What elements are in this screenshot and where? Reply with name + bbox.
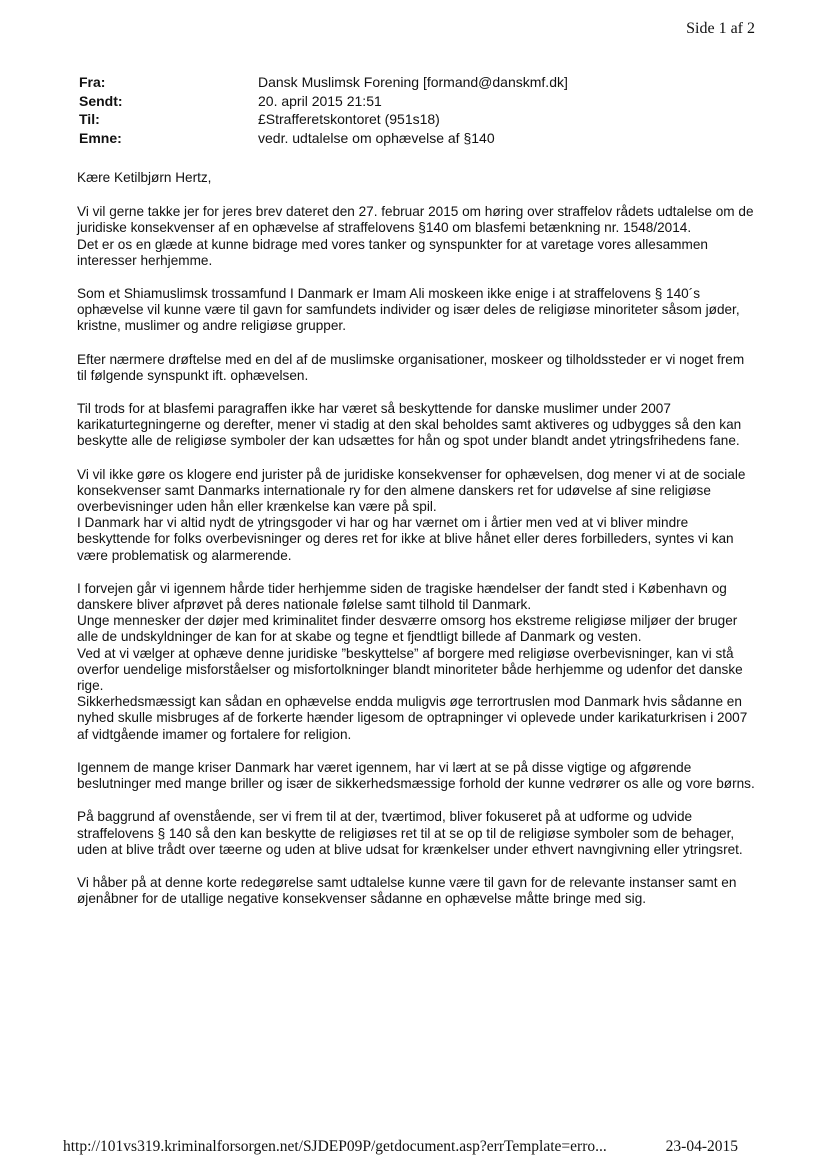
paragraph-intro: Vi vil gerne takke jer for jeres brev dateret den 27. februar 2015 om høring over straffelov rådets udtalelse om de juridiske konsekvenser af en ophævelse af straffelovens §140 om blasfemi betænkning nr. 1548/2014. Det er os en glæde at kunne bidrage med vores tanker og synspunkter for at varetage vores allesammen interesser herhjemme. [77, 204, 754, 268]
email-from-row [79, 73, 568, 92]
page-number: Side 1 af 2 [686, 20, 755, 37]
paragraph-position: Som et Shiamuslimsk trossamfund I Danmark er Imam Ali moskeen ikke enige i at straffelovens § 140´s ophævelse vil kunne være til gavn for samfundets individer og især deles de religiøse minoriteter såsom jøder, kristne, muslimer og andre religiøse grupper. [77, 286, 740, 334]
letter-body [77, 170, 757, 924]
paragraph-crises: Igennem de mange kriser Danmark har været igennem, har vi lært at se på disse vigtige og afgørende beslutninger med mange briller og især de sikkerhedsmæssige forhold der kunne vedrører os alle og vore børns. [77, 759, 755, 792]
footer-url: http://101vs319.kriminalforsorgen.net/SJDEP09P/getdocument.asp?errTemplate=erro... [63, 1138, 607, 1155]
from-label: Fra: [79, 74, 106, 90]
paragraph-consultation: Efter nærmere drøftelse med en del af de muslimske organisationer, moskeer og tilholdssteder er vi noget frem til følgende synspunkt ift. ophævelsen. [77, 351, 745, 383]
subject-value: vedr. udtalelse om ophævelse af §140 [258, 129, 495, 146]
email-sent-row [79, 92, 568, 111]
paragraph-consequences: Vi vil ikke gøre os klogere end jurister på de juridiske konsekvenser for ophævelsen, dog mener vi at de sociale konsekvenser samt Danmarks internationale ry for den almene danskers ret for udøvelse af sine religiøse overbevisninger uden hån eller krænkelse kan være på spil. I Danmark har vi altid nydt de ytringsgoder vi har og har værnet om i årtier men ved at vi bliver mindre beskyttende for folks overbevisninger og deres ret for ikke at blive hånet eller deres forbilleders, syntes vi kan være problematisk og alarmerende. [77, 466, 746, 563]
email-to-row [79, 110, 568, 129]
email-subject-row [79, 129, 568, 148]
subject-label: Emne: [79, 129, 122, 146]
to-value: £Strafferetskontoret (951s18) [258, 111, 440, 127]
from-value: Dansk Muslimsk Forening [formand@danskmf.dk] [258, 74, 568, 90]
sent-value: 20. april 2015 21:51 [258, 92, 382, 109]
salutation: Kære Ketilbjørn Hertz, [77, 170, 212, 185]
paragraph-security: I forvejen går vi igennem hårde tider herhjemme siden de tragiske hændelser der fandt sted i København og danskere bliver afprøvet på deres nationale følelse samt tilhold til Danmark. Unge mennesker der døjer med kriminalitet finder desværre omsorg hos ekstreme religiøse miljøer der bruger alle de undskyldninger de kan for at skabe og tegne et fjendtligt billede af Danmark og vesten. Ved at vi vælger at ophæve denne juridiske ”beskyttelse” af borgere med religiøse overbevisninger, kan vi stå overfor uendelige misforståelser og misfortolkninger blandt minoriteter både herhjemme og udenfor det danske rige. Sikkerhedsmæssigt kan sådan en ophævelse endda muligvis øge terrortruslen mod Danmark hvis sådanne en nyhed skulle misbruges af de forkerte hænder ligesom de optrapninger vi oplevede under karikaturkrisen i 2007 af vidtgående imamer og fortalere for religion. [77, 580, 748, 742]
footer-date: 23-04-2015 [665, 1138, 738, 1155]
paragraph-recommendation: På baggrund af ovenstående, ser vi frem til at der, tværtimod, bliver fokuseret på at udforme og udvide straffelovens § 140 så den kan beskytte de religiøses ret til at se op til de religiøse symboler som de behager, uden at blive trådt over tæerne og uden at blive udsat for krænkelser under ethvert navngivning eller ytringsret. [77, 809, 743, 857]
email-header [79, 73, 568, 147]
sent-label: Sendt: [79, 92, 123, 109]
to-label: Til: [79, 111, 100, 127]
paragraph-closing: Vi håber på at denne korte redegørelse samt udtalelse kunne være til gavn for de relevante instanser samt en øjenåbner for de utallige negative konsekvenser sådanne en ophævelse måtte bringe med sig. [77, 874, 737, 907]
paragraph-blasphemy: Til trods for at blasfemi paragraffen ikke har været så beskyttende for danske muslimer under 2007 karikaturtegningerne og derefter, mener vi stadig at den skal beholdes samt aktiveres og udbygges så den kan beskytte alle de religiøse symboler der kan udsættes for hån og spot under blandt andet ytringsfrihedens fane. [77, 401, 742, 449]
